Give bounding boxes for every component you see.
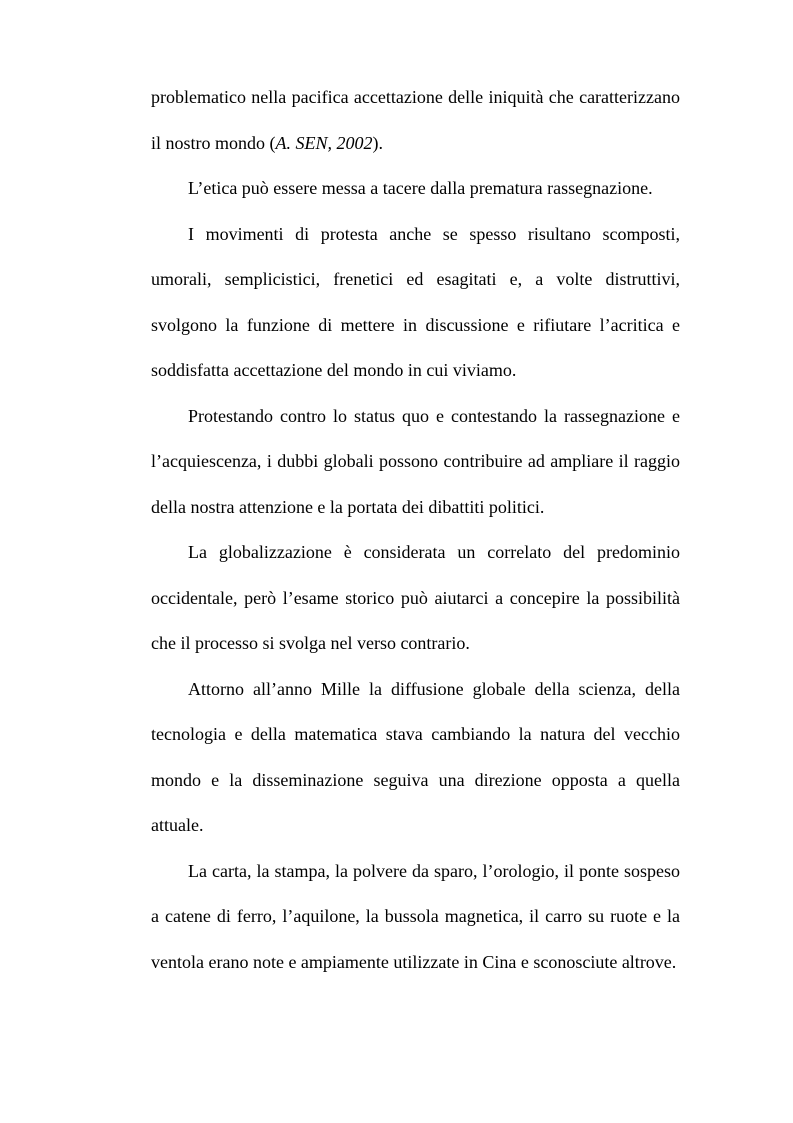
paragraph-text: problematico nella pacifica accettazione delle iniquità che caratterizzano il nostro mondo ( bbox=[151, 87, 680, 153]
paragraph: Attorno all’anno Mille la diffusione globale della scienza, della tecnologia e della matematica stava cambiando la natura del vecchio mondo e la disseminazione seguiva una direzione opposta a quella attuale. bbox=[151, 678, 680, 835]
paragraph-continuation bbox=[151, 75, 680, 166]
paragraph-text: ). bbox=[372, 132, 383, 153]
citation: A. SEN, 2002 bbox=[275, 132, 373, 153]
paragraph: La carta, la stampa, la polvere da sparo, l’orologio, il ponte sospeso a catene di ferro, l’aquilone, la bussola magnetica, il carro su ruote e la ventola erano note e ampiamente utilizzate in Cina e sconosciute altrove. bbox=[151, 860, 680, 972]
paragraph: I movimenti di protesta anche se spesso risultano scomposti, umorali, semplicistici, frenetici ed esagitati e, a volte distruttivi, svolgono la funzione di mettere in discussione e rifiutare l’acritica e soddisfatta accettazione del mondo in cui viviamo. bbox=[151, 223, 680, 380]
paragraph: L’etica può essere messa a tacere dalla prematura rassegnazione. bbox=[188, 178, 653, 198]
paragraph: Protestando contro lo status quo e contestando la rassegnazione e l’acquiescenza, i dubbi globali possono contribuire ad ampliare il raggio della nostra attenzione e la portata dei dibattiti politici. bbox=[151, 405, 680, 517]
paragraph: La globalizzazione è considerata un correlato del predominio occidentale, però l’esame storico può aiutarci a concepire la possibilità che il processo si svolga nel verso contrario. bbox=[151, 542, 680, 653]
document-page bbox=[151, 75, 680, 985]
